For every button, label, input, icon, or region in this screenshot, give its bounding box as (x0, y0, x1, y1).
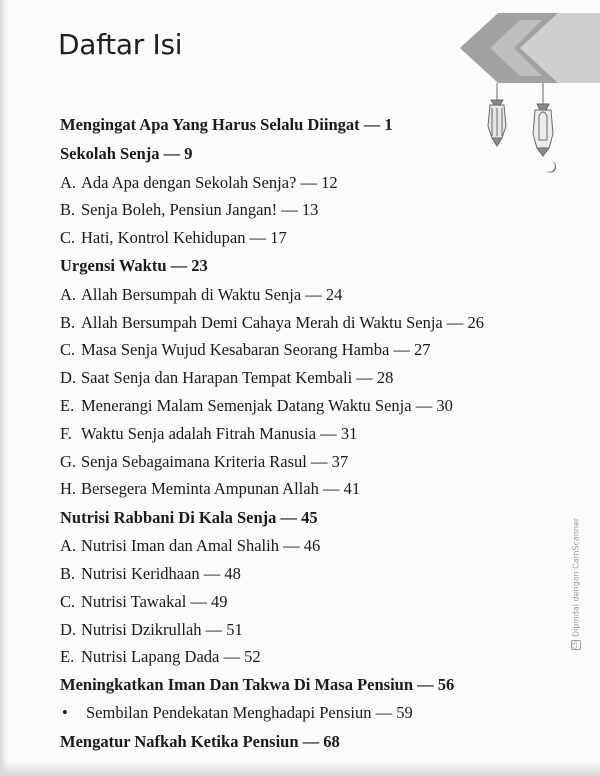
toc-entry-letter: D. (60, 368, 77, 387)
scanner-watermark (571, 518, 581, 650)
toc-entry (60, 536, 320, 556)
toc-entry-letter: G. (60, 452, 77, 471)
toc-entry (60, 228, 287, 248)
toc-entry-text: Ada Apa dengan Sekolah Senja? — 12 (81, 173, 338, 192)
toc-entry-text: Nutrisi Dzikrullah — 51 (81, 620, 243, 639)
toc-entry-letter: A. (60, 173, 77, 192)
toc-entry (60, 144, 192, 164)
toc-entry (60, 452, 348, 472)
toc-entry-text: Menerangi Malam Semenjak Datang Waktu Senja — 30 (81, 396, 453, 415)
scanner-watermark-text: Dipindai dengan CamScanner (571, 517, 581, 637)
toc-entry-text: Allah Bersumpah di Waktu Senja — 24 (81, 285, 343, 304)
toc-entry-letter: B. (60, 200, 76, 219)
toc-entry-text: Masa Senja Wujud Kesabaran Seorang Hamba — 27 (81, 340, 431, 359)
page-bottom-shadow (0, 761, 600, 775)
crescent-moon-icon (546, 161, 556, 173)
toc-entry-text: Mengatur Nafkah Ketika Pensiun — 68 (60, 732, 340, 751)
toc-entry (60, 396, 453, 416)
toc-entry (60, 200, 318, 220)
toc-entry-text: Senja Boleh, Pensiun Jangan! — 13 (81, 200, 319, 219)
toc-entry (60, 115, 393, 135)
toc-entry-text: Senja Sebagaimana Kriteria Rasul — 37 (81, 452, 349, 471)
toc-entry-text: Nutrisi Keridhaan — 48 (81, 564, 241, 583)
lantern-decoration (450, 8, 600, 178)
toc-entry (60, 256, 208, 276)
toc-entry-letter: E. (60, 647, 75, 666)
toc-entry (60, 508, 318, 528)
toc-entry-text: Saat Senja dan Harapan Tempat Kembali — 28 (81, 368, 394, 387)
lantern-left-icon (488, 83, 506, 146)
toc-entry (60, 675, 454, 695)
toc-entry-text: Urgensi Waktu — 23 (60, 256, 208, 275)
toc-entry-text: Mengingat Apa Yang Harus Selalu Diingat — 1 (60, 115, 393, 134)
toc-entry (60, 647, 261, 667)
toc-entry (60, 368, 393, 388)
toc-entry-text: Waktu Senja adalah Fitrah Manusia — 31 (81, 424, 358, 443)
toc-entry (60, 732, 340, 752)
toc-entry (60, 340, 431, 360)
toc-entry-letter: F. (60, 424, 72, 443)
toc-entry-text: Bersegera Meminta Ampunan Allah — 41 (81, 479, 361, 498)
toc-entry-letter: B. (60, 313, 76, 332)
toc-entry-text: Nutrisi Iman dan Amal Shalih — 46 (81, 536, 321, 555)
toc-entry (60, 313, 484, 333)
toc-entry-letter: C. (60, 340, 76, 359)
toc-entry (60, 592, 228, 612)
toc-entry (60, 285, 342, 305)
toc-entry-text: Sembilan Pendekatan Menghadapi Pensiun — 59 (86, 703, 413, 722)
toc-entry-letter: C. (60, 592, 76, 611)
toc-entry-letter: A. (60, 285, 77, 304)
lantern-right-icon (533, 83, 556, 173)
toc-entry-letter: A. (60, 536, 77, 555)
toc-entry (60, 424, 357, 444)
toc-entry-text: Hati, Kontrol Kehidupan — 17 (81, 228, 287, 247)
toc-entry-letter: B. (60, 564, 76, 583)
toc-entry-text: Sekolah Senja — 9 (60, 144, 193, 163)
toc-entry (60, 564, 241, 584)
toc-entry (60, 620, 243, 640)
camscanner-logo-icon: CS (572, 641, 579, 649)
toc-entry (60, 173, 338, 193)
page-title: Daftar Isi (58, 28, 183, 61)
toc-entry (60, 703, 413, 723)
toc-entry-text: Meningkatkan Iman Dan Takwa Di Masa Pensiun — 56 (60, 675, 455, 694)
toc-entry-letter: E. (60, 396, 75, 415)
bullet-icon: • (62, 703, 68, 722)
toc-entry-letter: D. (60, 620, 77, 639)
toc-entry-text: Nutrisi Lapang Dada — 52 (81, 647, 261, 666)
toc-entry-letter: C. (60, 228, 76, 247)
toc-entry (60, 479, 360, 499)
toc-entry-letter: H. (60, 479, 77, 498)
toc-entry-text: Nutrisi Rabbani Di Kala Senja — 45 (60, 508, 318, 527)
page-edge-shadow (0, 0, 10, 775)
toc-entry-text: Nutrisi Tawakal — 49 (81, 592, 228, 611)
toc-entry-text: Allah Bersumpah Demi Cahaya Merah di Waktu Senja — 26 (81, 313, 484, 332)
